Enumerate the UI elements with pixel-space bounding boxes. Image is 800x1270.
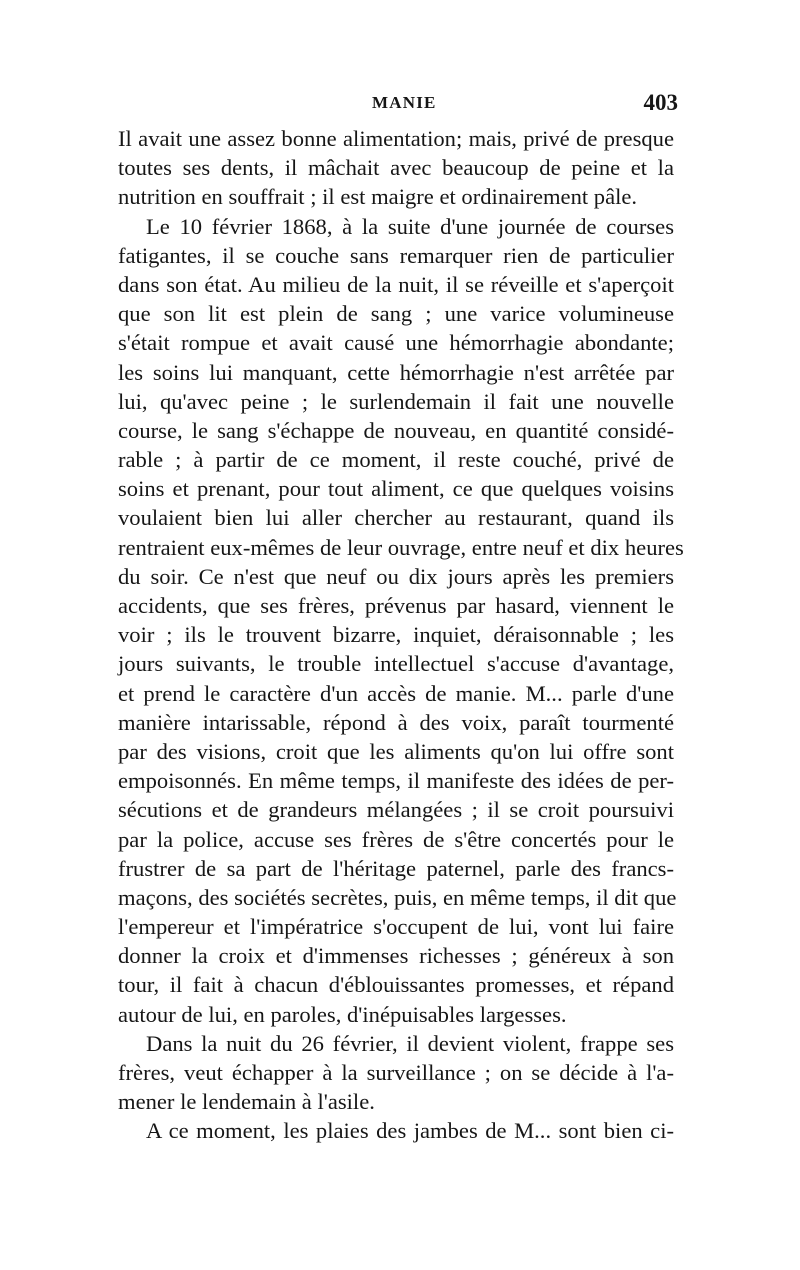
text-line: autour de lui, en paroles, d'inépuisables largesses. <box>118 1001 567 1027</box>
text-line: accidents, que ses frères, prévenus par hasard, viennent le <box>118 593 674 618</box>
text-line: rable ; à partir de ce moment, il reste couché, privé de <box>118 447 674 473</box>
text-line: et prend le caractère d'un accès de manie. M... parle d'une <box>118 680 674 706</box>
text-line: manière intarissable, répond à des voix, paraît tourmenté <box>118 709 674 735</box>
text-line: soins et prenant, pour tout aliment, ce que quelques voisins <box>118 476 674 502</box>
text-line: donner la croix et d'immenses richesses ; généreux à son <box>118 943 674 969</box>
text-line: mener le lendemain à l'asile. <box>118 1089 375 1115</box>
page-number: 403 <box>643 90 678 115</box>
text-line: course, le sang s'échappe de nouveau, en quantité considé- <box>118 417 674 443</box>
text-line: sécutions et de grandeurs mélangées ; il se croit poursuivi <box>118 797 674 823</box>
text-line: lui, qu'avec peine ; le surlendemain il fait une nouvelle <box>118 388 674 414</box>
text-line: du soir. Ce n'est que neuf ou dix jours après les premiers <box>118 563 674 589</box>
text-line: par la police, accuse ses frères de s'être concertés pour le <box>118 826 674 852</box>
text-line: frustrer de sa part de l'héritage paternel, parle des francs- <box>118 855 674 881</box>
text-line: que son lit est plein de sang ; une varice volumineuse <box>118 301 674 327</box>
body-text <box>118 124 684 1146</box>
text-line: dans son état. Au milieu de la nuit, il se réveille et s'aperçoit <box>118 271 674 297</box>
text-line: tour, il fait à chacun d'éblouissantes promesses, et répand <box>118 972 674 998</box>
text-line: frères, veut échapper à la surveillance ; on se décide à l'a- <box>118 1060 674 1085</box>
text-line: A ce moment, les plaies des jambes de M... sont bien ci- <box>146 1118 674 1144</box>
text-line: empoisonnés. En même temps, il manifeste des idées de per- <box>118 768 674 794</box>
text-line: fatigantes, il se couche sans remarquer rien de particulier <box>118 242 674 268</box>
running-title: MANIE <box>372 93 437 112</box>
text-line: rentraient eux-mêmes de leur ouvrage, entre neuf et dix heures <box>118 534 684 560</box>
text-line: Le 10 février 1868, à la suite d'une journée de courses <box>146 213 674 239</box>
text-line: jours suivants, le trouble intellectuel s'accuse d'avantage, <box>118 651 674 677</box>
text-line: voulaient bien lui aller chercher au restaurant, quand ils <box>118 505 674 531</box>
text-line: les soins lui manquant, cette hémorrhagie n'est arrêtée par <box>118 359 674 385</box>
text-line: maçons, des sociétés secrètes, puis, en même temps, il dit que <box>118 884 677 910</box>
text-line: Il avait une assez bonne alimentation; mais, privé de presque <box>118 126 674 151</box>
text-line: par des visions, croit que les aliments qu'on lui offre sont <box>118 738 674 764</box>
text-line: Dans la nuit du 26 février, il devient violent, frappe ses <box>146 1030 674 1056</box>
text-line: toutes ses dents, il mâchait avec beaucoup de peine et la <box>118 155 674 181</box>
text-line: nutrition en souffrait ; il est maigre et ordinairement pâle. <box>118 184 638 210</box>
text-line: voir ; ils le trouvent bizarre, inquiet, déraisonnable ; les <box>118 622 674 648</box>
running-head <box>120 90 678 123</box>
text-line: l'empereur et l'impératrice s'occupent de lui, vont lui faire <box>118 914 674 940</box>
text-line: s'était rompue et avait causé une hémorrhagie abondante; <box>118 330 674 356</box>
